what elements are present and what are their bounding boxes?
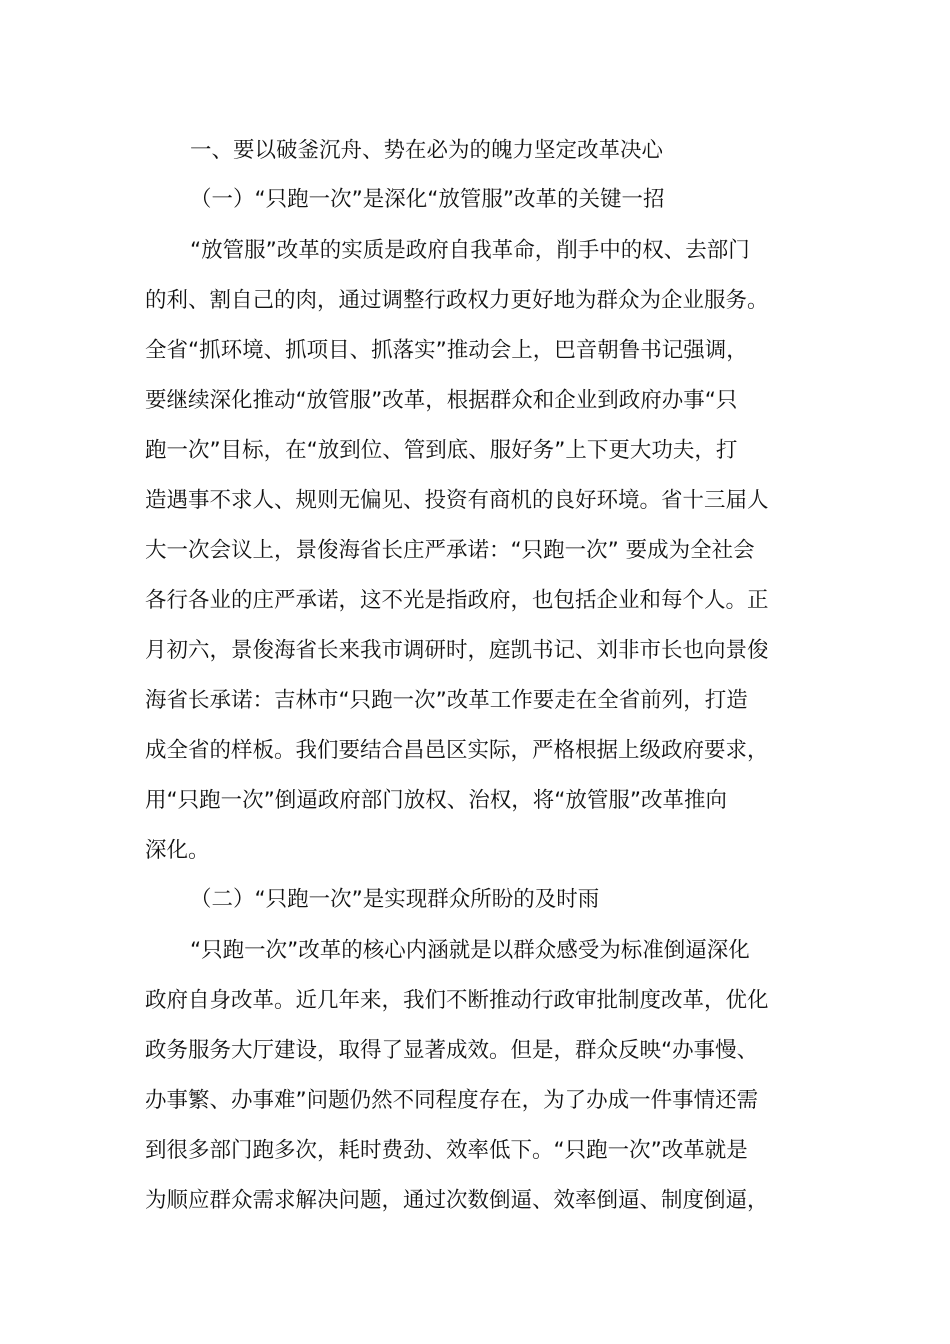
paragraph-1-line: 各行各业的庄严承诺，这不光是指政府，也包括企业和每个人。正 [145, 588, 769, 613]
paragraph-1-line: 跑一次”目标，在“放到位、管到底、服好务”上下更大功夫，打 [145, 438, 738, 463]
subsection-heading-2: （二）“只跑一次”是实现群众所盼的及时雨 [190, 887, 600, 912]
paragraph-2-line: 到很多部门跑多次，耗时费劲、效率低下。“只跑一次”改革就是 [145, 1138, 748, 1163]
paragraph-1-line: 要继续深化推动“放管服”改革，根据群众和企业到政府办事“只 [145, 388, 738, 413]
paragraph-1-line: 月初六，景俊海省长来我市调研时，庭凯书记、刘非市长也向景俊 [145, 638, 769, 663]
paragraph-1-line: 大一次会议上，景俊海省长庄严承诺：“只跑一次” 要成为全社会 [145, 538, 755, 563]
paragraph-1-line: 海省长承诺：吉林市“只跑一次”改革工作要走在全省前列，打造 [145, 688, 748, 713]
paragraph-1-line: 造遇事不求人、规则无偏见、投资有商机的良好环境。省十三届人 [145, 488, 769, 513]
paragraph-1-line: 全省“抓环境、抓项目、抓落实”推动会上，巴音朝鲁书记强调， [145, 338, 748, 363]
subsection-heading-1: （一）“只跑一次”是深化“放管服”改革的关键一招 [190, 187, 665, 212]
paragraph-1-line: 深化。 [145, 838, 210, 863]
section-heading: 一、要以破釜沉舟、势在必为的魄力坚定改革决心 [190, 138, 664, 163]
paragraph-1-line: 成全省的样板。我们要结合昌邑区实际，严格根据上级政府要求， [145, 738, 769, 763]
paragraph-1-line: “放管服”改革的实质是政府自我革命，削手中的权、去部门 [190, 238, 750, 263]
paragraph-2-line: 为顺应群众需求解决问题，通过次数倒逼、效率倒逼、制度倒逼， [145, 1188, 769, 1213]
paragraph-2-line: “只跑一次”改革的核心内涵就是以群众感受为标准倒逼深化 [190, 938, 750, 963]
paragraph-2-line: 办事繁、办事难”问题仍然不同程度存在，为了办成一件事情还需 [145, 1088, 759, 1113]
paragraph-2-line: 政务服务大厅建设，取得了显著成效。但是，群众反映“办事慢、 [145, 1038, 759, 1063]
paragraph-1-line: 的利、割自己的肉，通过调整行政权力更好地为群众为企业服务。 [145, 288, 769, 313]
paragraph-2-line: 政府自身改革。近几年来，我们不断推动行政审批制度改革，优化 [145, 988, 769, 1013]
paragraph-1-line: 用“只跑一次”倒逼政府部门放权、治权，将“放管服”改革推向 [145, 788, 728, 813]
